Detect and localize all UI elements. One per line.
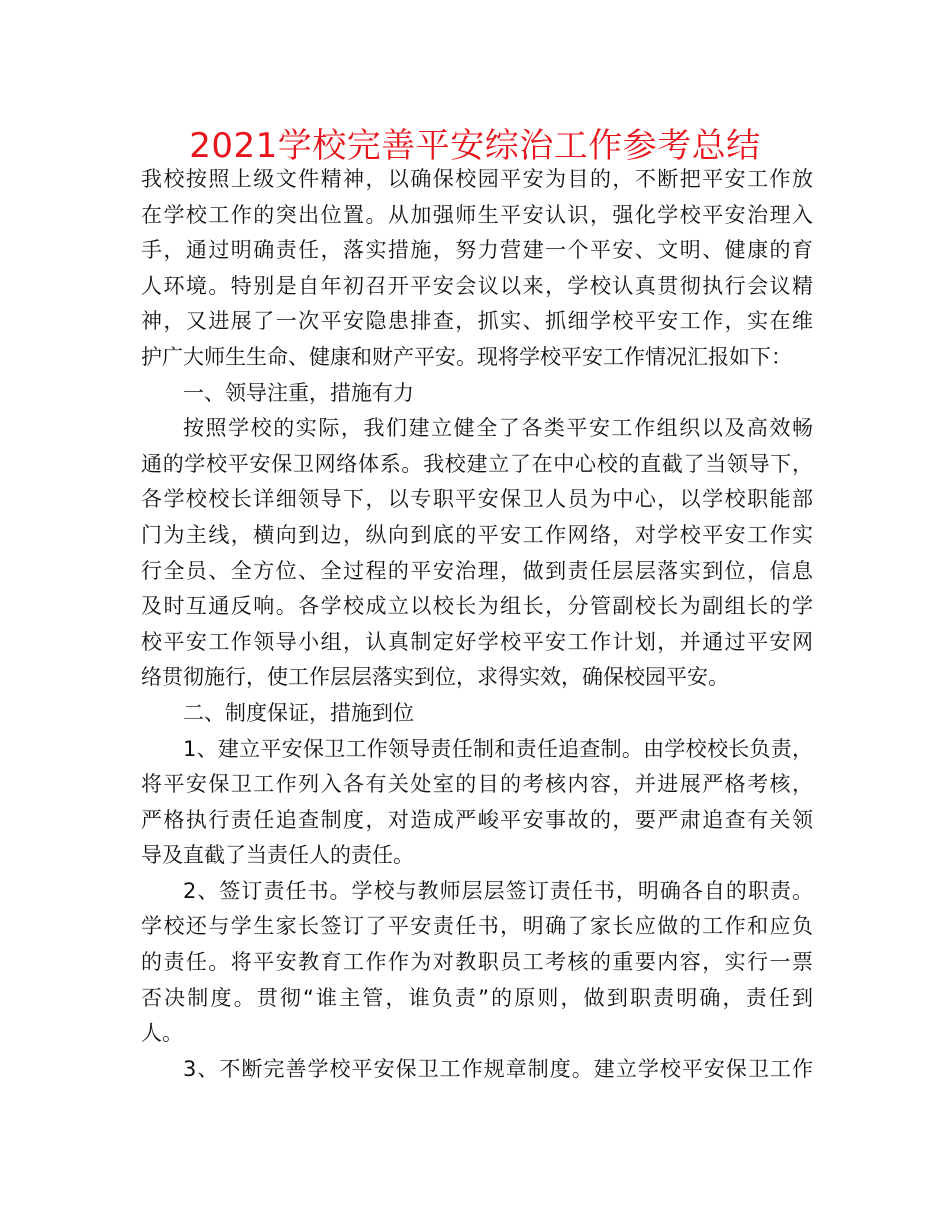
paragraph-line: 通的学校平安保卫网络体系。我校建立了在中心校的直截了当领导下， — [141, 451, 813, 476]
paragraph-line: 手，通过明确责任，落实措施，努力营建一个平安、文明、健康的育 — [141, 238, 813, 263]
paragraph-line: 络贯彻施行，使工作层层落实到位，求得实效，确保校园平安。 — [141, 665, 729, 690]
paragraph-line: 2、签订责任书。学校与教师层层签订责任书，明确各自的职责。 — [183, 878, 813, 903]
paragraph-line: 护广大师生生命、健康和财产平安。现将学校平安工作情况汇报如下： — [141, 344, 792, 369]
paragraph-line: 门为主线，横向到边，纵向到底的平安工作网络，对学校平安工作实 — [141, 522, 813, 547]
paragraph-line: 否决制度。贯彻“谁主管，谁负责”的原则，做到职责明确，责任到 — [141, 985, 813, 1010]
paragraph-line: 将平安保卫工作列入各有关处室的目的考核内容，并进展严格考核， — [141, 772, 813, 797]
section-heading: 二、制度保证，措施到位 — [183, 700, 414, 725]
paragraph-line: 严格执行责任追查制度，对造成严峻平安事故的，要严肃追查有关领 — [141, 807, 813, 832]
paragraph-line: 人环境。特别是自年初召开平安会议以来，学校认真贯彻执行会议精 — [141, 273, 813, 298]
paragraph-line: 导及直截了当责任人的责任。 — [141, 843, 414, 868]
paragraph-line: 按照学校的实际，我们建立健全了各类平安工作组织以及高效畅 — [183, 416, 813, 441]
paragraph-line: 及时互通反响。各学校成立以校长为组长，分管副校长为副组长的学 — [141, 594, 813, 619]
section-heading: 一、领导注重，措施有力 — [183, 380, 414, 405]
paragraph-line: 人。 — [141, 1021, 183, 1046]
paragraph-line: 校平安工作领导小组，认真制定好学校平安工作计划，并通过平安网 — [141, 629, 813, 654]
paragraph-line: 行全员、全方位、全过程的平安治理，做到责任层层落实到位，信息 — [141, 558, 813, 583]
paragraph-line: 的责任。将平安教育工作作为对教职员工考核的重要内容，实行一票 — [141, 950, 813, 975]
document-body — [141, 162, 813, 1087]
paragraph-line: 学校还与学生家长签订了平安责任书，明确了家长应做的工作和应负 — [141, 914, 813, 939]
paragraph-line: 各学校校长详细领导下，以专职平安保卫人员为中心，以学校职能部 — [141, 487, 813, 512]
paragraph-line: 我校按照上级文件精神，以确保校园平安为目的，不断把平安工作放 — [141, 167, 813, 191]
document-title: 2021学校完善平安综治工作参考总结 — [189, 126, 761, 166]
paragraph-line: 1、建立平安保卫工作领导责任制和责任追查制。由学校校长负责， — [183, 736, 813, 761]
paragraph-line: 神，又进展了一次平安隐患排查，抓实、抓细学校平安工作，实在维 — [141, 309, 813, 334]
paragraph-line: 在学校工作的突出位置。从加强师生平安认识，强化学校平安治理入 — [141, 202, 813, 227]
paragraph-line: 3、不断完善学校平安保卫工作规章制度。建立学校平安保卫工作 — [183, 1056, 813, 1081]
